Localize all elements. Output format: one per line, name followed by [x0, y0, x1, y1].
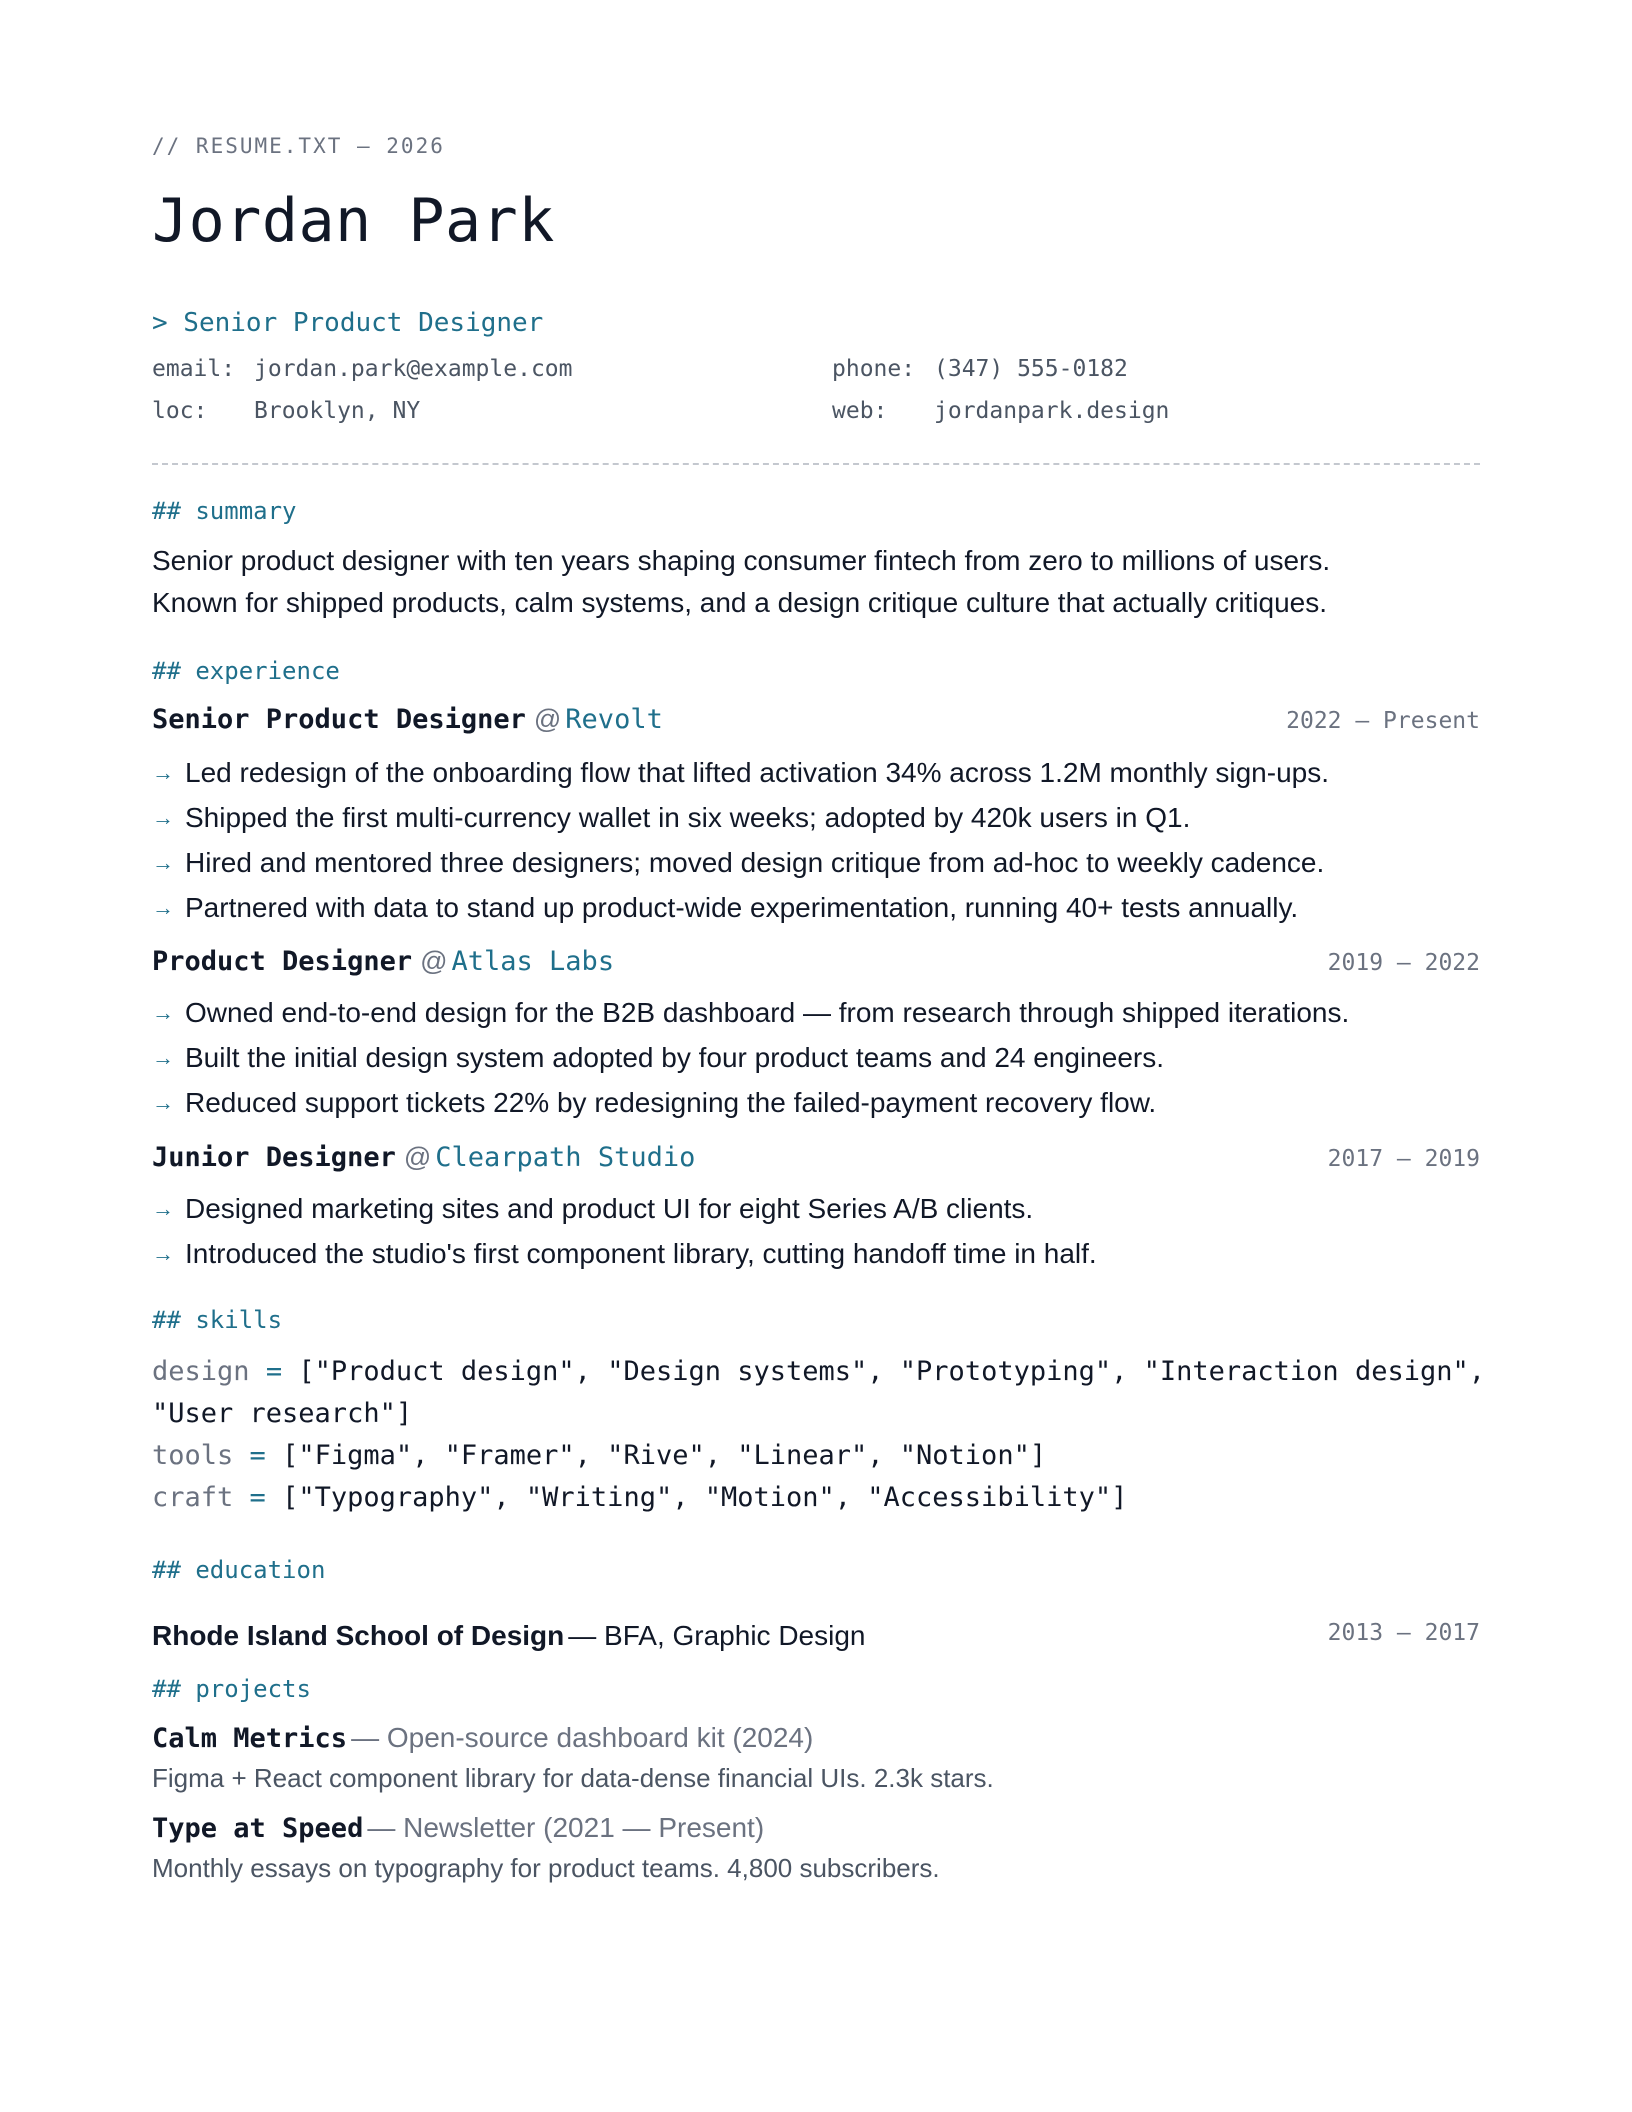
- project-header: [152, 1722, 813, 1754]
- at-sign: @: [533, 704, 562, 734]
- job-title: Product Designer: [152, 946, 413, 977]
- job-dates: 2019 — 2022: [1327, 950, 1480, 976]
- job-bullets: [152, 994, 1480, 1129]
- resume-eyebrow: // RESUME.TXT — 2026: [152, 134, 445, 158]
- skills-heading: ## skills: [152, 1306, 283, 1334]
- bullet-text: Built the initial design system adopted by four product teams and 24 engineers.: [185, 1042, 1165, 1073]
- job-company: Revolt: [565, 704, 663, 735]
- job-header: [152, 704, 1480, 740]
- contact-key: web:: [832, 398, 888, 424]
- skill-design-cont: "User research"]: [152, 1398, 413, 1429]
- at-sign: @: [420, 946, 448, 976]
- project-name: Calm Metrics: [152, 1723, 348, 1754]
- skill-eq: =: [249, 1482, 266, 1513]
- phone-value[interactable]: (347) 555-0182: [934, 356, 1128, 382]
- skill-eq: =: [249, 1440, 266, 1471]
- contact-key: loc:: [152, 398, 208, 424]
- education-entry: [152, 1620, 1480, 1660]
- education-heading: ## education: [152, 1556, 326, 1584]
- arrow-right-icon: →: [152, 1045, 174, 1070]
- list-item: [152, 1084, 1480, 1129]
- arrow-right-icon: →: [152, 1000, 174, 1025]
- list-item: [152, 889, 1480, 934]
- summary-text: [152, 540, 1480, 624]
- skill-key: tools: [152, 1440, 234, 1471]
- skill-key: design: [152, 1356, 250, 1387]
- list-item: [152, 1039, 1480, 1084]
- project-description: Monthly essays on typography for product teams. 4,800 subscribers.: [152, 1853, 940, 1883]
- skill-value: ["Typography", "Writing", "Motion", "Accessibility"]: [282, 1482, 1128, 1513]
- projects-heading: ## projects: [152, 1675, 311, 1703]
- project-description: Figma + React component library for data-dense financial UIs. 2.3k stars.: [152, 1763, 994, 1793]
- header-divider: [152, 463, 1480, 465]
- list-item: [152, 1190, 1480, 1235]
- summary-line: Senior product designer with ten years shaping consumer fintech from zero to millions of users.: [152, 545, 1331, 576]
- arrow-right-icon: →: [152, 760, 174, 785]
- list-item: [152, 754, 1480, 799]
- job-dates: 2022 — Present: [1286, 708, 1480, 734]
- degree: — BFA, Graphic Design: [568, 1620, 866, 1651]
- summary-heading: ## summary: [152, 497, 297, 525]
- candidate-name: Jordan Park: [152, 186, 555, 256]
- list-item: [152, 994, 1480, 1039]
- list-item: [152, 799, 1480, 844]
- skill-key: craft: [152, 1482, 234, 1513]
- job-header: [152, 1142, 1480, 1178]
- bullet-text: Reduced support tickets 22% by redesigning the failed-payment recovery flow.: [185, 1087, 1157, 1118]
- bullet-text: Introduced the studio's first component library, cutting handoff time in half.: [185, 1238, 1097, 1269]
- job-bullets: [152, 1190, 1480, 1280]
- job-company: Atlas Labs: [451, 946, 615, 977]
- contact-email: [152, 356, 573, 382]
- contact-location: [152, 398, 420, 424]
- skill-value: ["Figma", "Framer", "Rive", "Linear", "Notion"]: [282, 1440, 1047, 1471]
- contact-key: phone:: [832, 356, 916, 382]
- skill-craft: [152, 1477, 1127, 1519]
- arrow-right-icon: →: [152, 1241, 174, 1266]
- job-dates: 2017 — 2019: [1327, 1146, 1480, 1172]
- experience-heading: ## experience: [152, 657, 340, 685]
- summary-line: Known for shipped products, calm systems, and a design critique culture that actually critiques.: [152, 587, 1328, 618]
- bullet-text: Hired and mentored three designers; moved design critique from ad-hoc to weekly cadence.: [185, 847, 1325, 878]
- job-header: [152, 946, 1480, 982]
- contact-web: [832, 398, 1169, 424]
- arrow-right-icon: →: [152, 850, 174, 875]
- job-title: Senior Product Designer: [152, 704, 526, 735]
- arrow-right-icon: →: [152, 895, 174, 920]
- job-company: Clearpath Studio: [435, 1142, 696, 1173]
- bullet-text: Led redesign of the onboarding flow that lifted activation 34% across 1.2M monthly sign-ups.: [185, 757, 1329, 788]
- arrow-right-icon: →: [152, 805, 174, 830]
- project-name: Type at Speed: [152, 1813, 364, 1844]
- bullet-text: Owned end-to-end design for the B2B dashboard — from research through shipped iterations.: [185, 997, 1350, 1028]
- skill-value: ["Product design", "Design systems", "Prototyping", "Interaction design",: [298, 1356, 1485, 1387]
- bullet-text: Shipped the first multi-currency wallet in six weeks; adopted by 420k users in Q1.: [185, 802, 1191, 833]
- list-item: [152, 1235, 1480, 1280]
- list-item: [152, 844, 1480, 889]
- job-bullets: [152, 754, 1480, 934]
- school-name: Rhode Island School of Design: [152, 1620, 565, 1651]
- skill-eq: =: [265, 1356, 283, 1387]
- web-value[interactable]: jordanpark.design: [934, 398, 1170, 424]
- project-meta: — Newsletter (2021 — Present): [367, 1812, 765, 1843]
- arrow-right-icon: →: [152, 1090, 174, 1115]
- candidate-role: > Senior Product Designer: [152, 308, 544, 338]
- contact-key: email:: [152, 356, 236, 382]
- arrow-right-icon: →: [152, 1196, 174, 1221]
- at-sign: @: [403, 1142, 432, 1172]
- skill-tools: [152, 1435, 1046, 1477]
- email-value[interactable]: jordan.park@example.com: [254, 356, 573, 382]
- location-value: Brooklyn, NY: [254, 398, 421, 424]
- job-title: Junior Designer: [152, 1142, 396, 1173]
- project-meta: — Open-source dashboard kit (2024): [351, 1722, 814, 1753]
- contact-phone: [832, 356, 1128, 382]
- bullet-text: Designed marketing sites and product UI for eight Series A/B clients.: [185, 1193, 1034, 1224]
- education-dates: 2013 — 2017: [1327, 1620, 1480, 1646]
- project-header: [152, 1812, 764, 1844]
- bullet-text: Partnered with data to stand up product-wide experimentation, running 40+ tests annually.: [185, 892, 1299, 923]
- skill-design: [152, 1351, 1485, 1393]
